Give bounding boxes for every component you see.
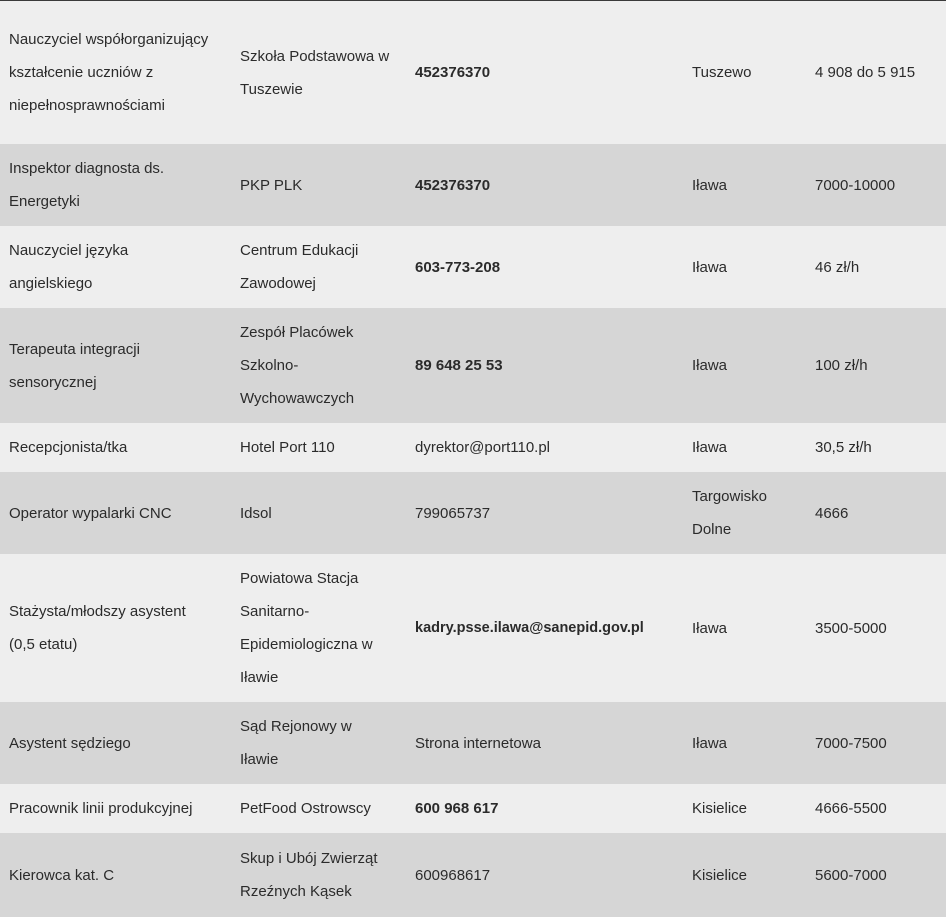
table-row [0,472,946,554]
cell-contact[interactable]: 452376370 [406,144,683,226]
table-row [0,554,946,702]
cell-employer: PetFood Ostrowscy [231,784,406,833]
cell-contact[interactable]: 799065737 [406,472,683,554]
table-row [0,423,946,472]
cell-position: Terapeuta integracji sensorycznej [0,308,231,423]
cell-position: Nauczyciel języka angielskiego [0,226,231,308]
cell-city: Iława [683,308,806,423]
cell-employer: PKP PLK [231,144,406,226]
cell-employer: Sąd Rejonowy w Iławie [231,702,406,784]
cell-position: Asystent sędziego [0,702,231,784]
cell-position: Pracownik linii produkcyjnej [0,784,231,833]
cell-salary: 3500-5000 [806,554,946,702]
table-row [0,226,946,308]
job-offers-table [0,1,946,917]
cell-contact[interactable]: 600 968 617 [406,784,683,833]
cell-position: Stażysta/młodszy asystent (0,5 etatu) [0,554,231,702]
cell-employer: Centrum Edukacji Zawodowej [231,226,406,308]
cell-employer: Hotel Port 110 [231,423,406,472]
cell-employer: Idsol [231,472,406,554]
cell-employer: Zespół Placówek Szkolno-Wychowawczych [231,308,406,423]
cell-contact[interactable]: dyrektor@port110.pl [406,423,683,472]
table-row [0,308,946,423]
cell-salary: 30,5 zł/h [806,423,946,472]
cell-contact[interactable]: 600968617 [406,833,683,917]
cell-employer: Szkoła Podstawowa w Tuszewie [231,1,406,144]
cell-city: Tuszewo [683,1,806,144]
table-row [0,833,946,917]
table-row [0,144,946,226]
cell-position: Operator wypalarki CNC [0,472,231,554]
cell-contact[interactable]: Strona internetowa [406,702,683,784]
table-row [0,702,946,784]
cell-salary: 7000-10000 [806,144,946,226]
cell-city: Iława [683,554,806,702]
cell-city: Kisielice [683,833,806,917]
cell-city: Iława [683,144,806,226]
cell-city: Iława [683,226,806,308]
cell-position: Nauczyciel współorganizujący kształcenie uczniów z niepełnosprawnościami [0,1,231,144]
cell-city: Iława [683,702,806,784]
cell-contact[interactable]: kadry.psse.ilawa@sanepid.gov.pl [406,554,683,702]
table-row [0,1,946,144]
cell-salary: 46 zł/h [806,226,946,308]
cell-contact[interactable]: 89 648 25 53 [406,308,683,423]
cell-city: Kisielice [683,784,806,833]
cell-salary: 4666 [806,472,946,554]
cell-contact[interactable]: 603-773-208 [406,226,683,308]
cell-salary: 7000-7500 [806,702,946,784]
cell-position: Inspektor diagnosta ds. Energetyki [0,144,231,226]
cell-contact[interactable]: 452376370 [406,1,683,144]
cell-position: Recepcjonista/tka [0,423,231,472]
cell-employer: Skup i Ubój Zwierząt Rzeźnych Kąsek [231,833,406,917]
cell-position: Kierowca kat. C [0,833,231,917]
cell-city: Iława [683,423,806,472]
table-row [0,784,946,833]
cell-salary: 5600-7000 [806,833,946,917]
cell-salary: 100 zł/h [806,308,946,423]
cell-employer: Powiatowa Stacja Sanitarno-Epidemiologiczna w Iławie [231,554,406,702]
cell-salary: 4 908 do 5 915 [806,1,946,144]
cell-salary: 4666-5500 [806,784,946,833]
cell-city: Targowisko Dolne [683,472,806,554]
